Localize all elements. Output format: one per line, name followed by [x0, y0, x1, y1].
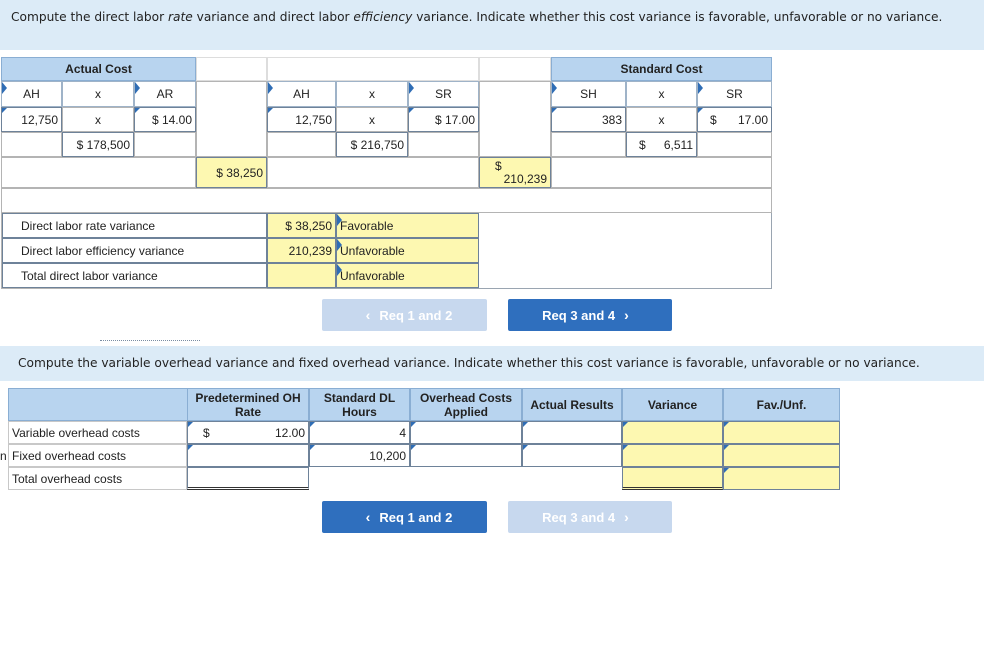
empty-cell: [267, 157, 479, 188]
chevron-left-icon: ‹: [365, 509, 371, 525]
empty-cell: [267, 132, 336, 157]
ah-header-actual: AH: [1, 81, 62, 107]
ar-input[interactable]: $ 14.00: [134, 107, 196, 132]
ar-header: AR: [134, 81, 196, 107]
times-symbol: x: [62, 81, 134, 107]
summary-amount-total[interactable]: [267, 263, 336, 288]
row-marker-icon: n: [0, 449, 7, 463]
chevron-left-icon: ‹: [365, 307, 371, 323]
times-symbol: x: [336, 107, 408, 132]
summary-status-efficiency[interactable]: Unfavorable: [336, 238, 479, 263]
instruction-banner-overhead: Compute the variable overhead variance and fixed overhead variance. Indicate whether this cost variance is favorable, unfavorable or no variance.: [0, 346, 984, 381]
efficiency-variance-value: 210,239: [503, 172, 547, 186]
dollar-sign: $: [203, 425, 210, 440]
summary-label-efficiency: Direct labor efficiency variance: [2, 238, 267, 263]
divider: [100, 340, 200, 341]
row-label-total: Total overhead costs: [8, 467, 187, 490]
rate-variance-amount[interactable]: $ 38,250: [196, 157, 267, 188]
sr-header-standard: SR: [697, 81, 772, 107]
instruction-banner-labor: [0, 0, 984, 50]
dollar-sign: $: [495, 159, 502, 173]
variable-variance-input[interactable]: [622, 421, 723, 444]
prev-button-req-1-2-bottom[interactable]: [322, 501, 487, 533]
mid-cost-total[interactable]: $ 216,750: [336, 132, 408, 157]
spacer-cell: [479, 81, 551, 157]
instruction-text: variance. Indicate whether this cost variance is favorable, unfavorable or no variance.: [412, 10, 943, 24]
sr-standard-value: 17.00: [737, 112, 768, 127]
instruction-emphasis-rate: rate: [167, 10, 193, 24]
times-symbol: x: [626, 81, 697, 107]
standard-dl-hours-header: [309, 388, 410, 421]
ah-mid-input[interactable]: 12,750: [267, 107, 336, 132]
sr-mid-input[interactable]: $ 17.00: [408, 107, 479, 132]
spacer-row: [1, 188, 772, 213]
variable-actual-input[interactable]: [522, 421, 622, 444]
sr-header-mid: SR: [408, 81, 479, 107]
variable-oh-rate-value: 12.00: [274, 425, 305, 440]
fixed-oh-rate-input[interactable]: [187, 444, 309, 467]
prev-button-label: Req 1 and 2: [379, 509, 453, 525]
variable-favunf-select[interactable]: [723, 421, 840, 444]
empty-cell: [551, 157, 772, 188]
empty-cell: [697, 132, 772, 157]
prev-button-label: Req 1 and 2: [379, 307, 453, 323]
row-label-fixed: Fixed overhead costs: [8, 444, 187, 467]
next-button-req-3-4-bottom[interactable]: [508, 501, 672, 533]
ah-actual-input[interactable]: 12,750: [1, 107, 62, 132]
header-line: Standard DL: [323, 390, 396, 405]
dollar-sign: $: [710, 112, 717, 127]
fixed-variance-input[interactable]: [622, 444, 723, 467]
header-line: Applied: [444, 404, 488, 419]
actual-cost-header: Actual Cost: [1, 57, 196, 81]
spacer-cell: [267, 57, 479, 81]
times-symbol: x: [336, 81, 408, 107]
sh-input[interactable]: 383: [551, 107, 626, 132]
prev-button-req-1-2[interactable]: [322, 299, 487, 331]
ah-header-mid: AH: [267, 81, 336, 107]
standard-cost-total[interactable]: [626, 132, 697, 157]
instruction-text: variance and direct labor: [192, 10, 354, 24]
fixed-favunf-select[interactable]: [723, 444, 840, 467]
times-symbol: x: [62, 107, 134, 132]
total-favunf-select[interactable]: [723, 467, 840, 490]
variable-dl-hours-input[interactable]: 4: [309, 421, 410, 444]
empty-cell: [551, 132, 626, 157]
instruction-emphasis-efficiency: efficiency: [353, 10, 413, 24]
efficiency-variance-amount[interactable]: [479, 157, 551, 188]
actual-results-header: Actual Results: [522, 388, 622, 421]
summary-status-total[interactable]: Unfavorable: [336, 263, 479, 288]
times-symbol: x: [626, 107, 697, 132]
overhead-applied-header: [410, 388, 522, 421]
header-line: Overhead Costs: [419, 390, 513, 405]
empty-cell: [1, 132, 62, 157]
header-line: Hours: [342, 404, 377, 419]
chevron-right-icon: ›: [624, 307, 629, 323]
fixed-dl-hours-input[interactable]: 10,200: [309, 444, 410, 467]
overhead-header-blank: [8, 388, 187, 421]
next-button-req-3-4[interactable]: [508, 299, 672, 331]
standard-cost-value: 6,511: [663, 137, 693, 152]
predetermined-oh-rate-header: [187, 388, 309, 421]
summary-label-total: Total direct labor variance: [2, 263, 267, 288]
header-line: Rate: [234, 404, 261, 419]
total-variance-input[interactable]: [622, 467, 723, 490]
total-oh-input[interactable]: [187, 467, 309, 490]
next-button-label: Req 3 and 4: [542, 307, 616, 323]
sr-standard-input[interactable]: [697, 107, 772, 132]
empty-cell: [134, 132, 196, 157]
spacer-cell: [196, 81, 267, 157]
row-label-variable: Variable overhead costs: [8, 421, 187, 444]
sh-header: SH: [551, 81, 626, 107]
summary-amount-rate[interactable]: $ 38,250: [267, 213, 336, 238]
empty-cell: [408, 132, 479, 157]
instruction-text: Compute the direct labor: [11, 10, 168, 24]
fav-unf-header: Fav./Unf.: [723, 388, 840, 421]
variance-header: Variance: [622, 388, 723, 421]
standard-cost-header: Standard Cost: [551, 57, 772, 81]
empty-cell: [1, 157, 196, 188]
dollar-sign: $: [639, 137, 646, 152]
variable-applied-input[interactable]: [410, 421, 522, 444]
next-button-label: Req 3 and 4: [542, 509, 616, 525]
chevron-right-icon: ›: [624, 509, 629, 525]
spacer-cell: [196, 57, 267, 81]
spacer-cell: [479, 57, 551, 81]
fixed-actual-input[interactable]: [522, 444, 622, 467]
variable-oh-rate-input[interactable]: [187, 421, 309, 444]
actual-cost-total[interactable]: $ 178,500: [62, 132, 134, 157]
header-line: Predetermined OH: [195, 390, 301, 405]
summary-amount-efficiency[interactable]: 210,239: [267, 238, 336, 263]
summary-status-rate[interactable]: Favorable: [336, 213, 479, 238]
fixed-applied-input[interactable]: [410, 444, 522, 467]
summary-label-rate: Direct labor rate variance: [2, 213, 267, 238]
